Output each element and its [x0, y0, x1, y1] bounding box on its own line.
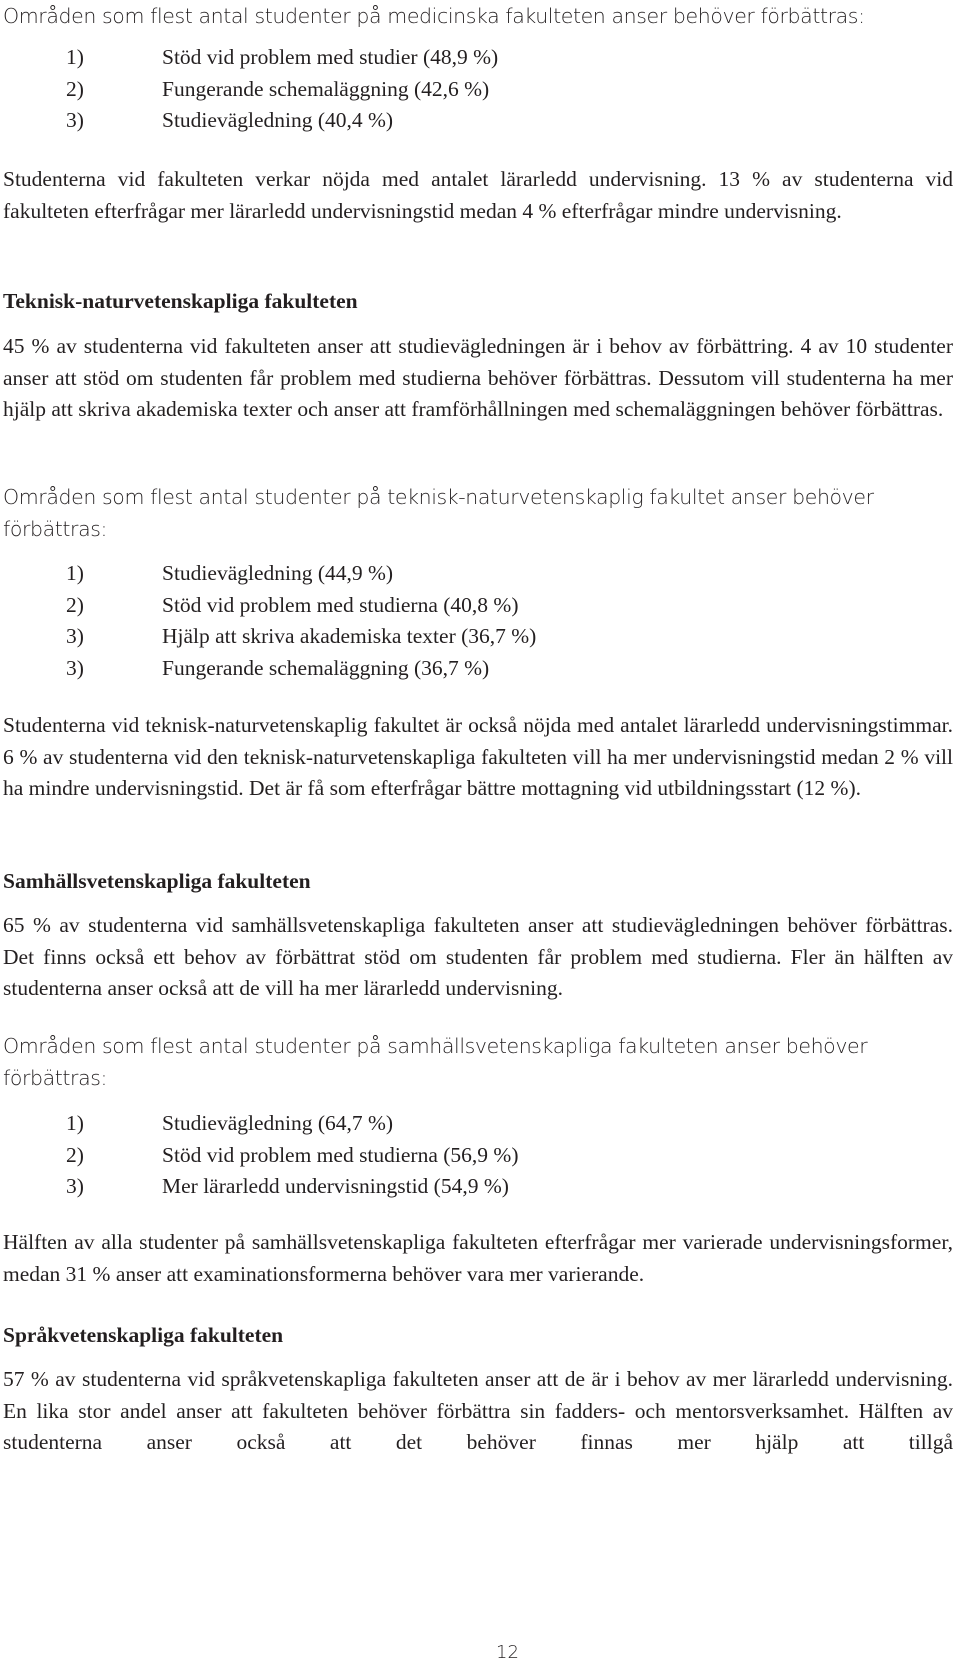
sam-paragraph-2: Hälften av alla studenter på samhällsvetenskapliga fakulteten efterfrågar mer varierade undervisningsformer, medan 31 % anser att examinationsformerna behöver vara mer varierande. — [3, 1230, 953, 1286]
list-item: 3) Hjälp att skriva akademiska texter (36,7 %) — [66, 624, 537, 648]
tek-heading-block — [3, 286, 953, 316]
tek-paragraph-1: 45 % av studenterna vid fakulteten anser att studievägledningen är i behov av förbättring. 4 av 10 studenter anser att stöd om studenten får problem med studierna behöver förbättras. Dessutom vill studenterna ha mer hjälp att skriva akademiska texter och anser att framförhållningen med schemaläggningen behöver förbättras. — [3, 334, 953, 421]
med-paragraph: Studenterna vid fakulteten verkar nöjda med antalet lärarledd undervisning. 13 % av studenterna vid fakulteten efterfrågar mer lärarledd undervisningstid medan 4 % efterfrågar mindre undervisning. — [3, 167, 953, 223]
tek-paragraph1-block — [3, 331, 953, 426]
page-number: 12 — [496, 1642, 519, 1663]
sam-paragraph1-block — [3, 910, 953, 1005]
list-item: 3) Studievägledning (40,4 %) — [66, 108, 394, 132]
list-item: 1) Studievägledning (64,7 %) — [66, 1111, 394, 1135]
tek-paragraph-2: Studenterna vid teknisk-naturvetenskaplig fakultet är också nöjda med antalet lärarledd undervisningstimmar. 6 % av studenterna vid den teknisk-naturvetenskapliga fakulteten vill ha mer undervisningstid medan 2 % vill ha mindre undervisningstid. Det är få som efterfrågar bättre mottagning vid utbildningsstart (12 %). — [3, 713, 953, 800]
list-item: 3) Mer lärarledd undervisningstid (54,9 %) — [66, 1174, 509, 1198]
section-heading-spr: Språkvetenskapliga fakulteten — [3, 1323, 284, 1347]
section-heading-tek: Teknisk-naturvetenskapliga fakulteten — [3, 289, 358, 313]
spr-heading-block — [3, 1320, 953, 1350]
med-intro: Områden som flest antal studenter på medicinska fakulteten anser behöver förbättras: — [3, 4, 865, 28]
sam-intro-block — [3, 1030, 953, 1094]
sam-heading-block — [3, 866, 953, 896]
tek-intro-block — [3, 481, 953, 545]
list-item: 1) Stöd vid problem med studier (48,9 %) — [66, 45, 499, 69]
list-item: 2) Stöd vid problem med studierna (56,9 %) — [66, 1142, 519, 1167]
med-intro-block — [3, 0, 953, 32]
list-item: 1) Studievägledning (44,9 %) — [66, 561, 394, 585]
sam-list — [66, 1108, 518, 1203]
sam-paragraph2-block — [3, 1227, 953, 1290]
section-heading-sam: Samhällsvetenskapliga fakulteten — [3, 869, 311, 893]
tek-intro: Områden som flest antal studenter på teknisk-naturvetenskaplig fakultet anser behöver förbättras: — [3, 485, 874, 541]
tek-list — [66, 558, 536, 684]
list-item: 2) Fungerande schemaläggning (42,6 %) — [66, 76, 490, 101]
sam-paragraph-1: 65 % av studenterna vid samhällsvetenskapliga fakulteten anser att studievägledningen behöver förbättras. Det finns också ett behov av förbättrat stöd om studenten får problem med studierna. Fler än hälften av studenterna anser också att de vill ha mer lärarledd undervisning. — [3, 913, 953, 1000]
sam-intro: Områden som flest antal studenter på samhällsvetenskapliga fakulteten anser behöver förbättras: — [3, 1034, 868, 1090]
list-item: 3) Fungerande schemaläggning (36,7 %) — [66, 655, 490, 680]
spr-paragraph-block — [3, 1364, 953, 1459]
spr-paragraph: 57 % av studenterna vid språkvetenskapliga fakulteten anser att de är i behov av mer lärarledd undervisning. En lika stor andel anser att fakulteten behöver förbättra sin fadders- och mentorsverksamhet. Hälften av studenterna anser också att det behöver finnas mer hjälp att tillgå — [3, 1367, 953, 1454]
med-list — [66, 42, 498, 137]
list-item: 2) Stöd vid problem med studierna (40,8 %) — [66, 592, 519, 617]
med-paragraph-block — [3, 164, 953, 227]
tek-paragraph2-block — [3, 710, 953, 805]
